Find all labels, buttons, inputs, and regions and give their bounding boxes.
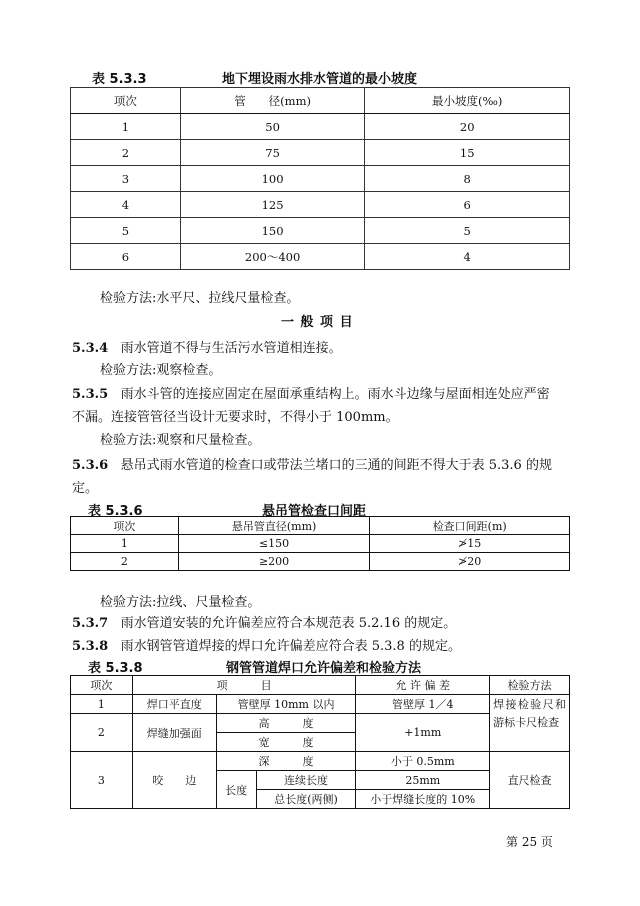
clause-text-continued: 不漏。连接管管径当设计无要求时，不得小于 100mm。: [72, 410, 399, 425]
table-cell: 焊口平直度: [132, 695, 216, 714]
table-cell: 1: [71, 535, 179, 553]
table-caption-title: 地下埋设雨水排水管道的最小坡度: [222, 72, 418, 87]
table-cell: 长度: [216, 771, 256, 809]
clause-number: 5.3.6: [72, 458, 109, 473]
table-cell: 管壁厚 10mm 以内: [216, 695, 356, 714]
table-cell: 1: [71, 695, 133, 714]
table-cell: 75: [180, 140, 365, 166]
table-cell: ≤150: [178, 535, 370, 553]
table-row: [71, 752, 570, 771]
table-row: [71, 114, 570, 140]
table-header: 项次: [71, 88, 181, 114]
clause-text: 雨水管道不得与生活污水管道相连接。: [120, 341, 342, 356]
clause-number: 5.3.4: [72, 341, 109, 356]
clause-text: 雨水钢管管道焊接的焊口允许偏差应符合表 5.3.8 的规定。: [120, 639, 461, 654]
clause-5-3-8: [72, 636, 461, 657]
table-header: 项 目: [132, 676, 356, 695]
inspection-method: 检验方法:观察和尺量检查。: [100, 433, 261, 448]
table-cell: 6: [71, 244, 181, 270]
clause-text: 悬吊式雨水管道的检查口或带法兰堵口的三通的间距不得大于表 5.3.6 的规: [120, 458, 552, 473]
table-cell: 总长度(两侧): [256, 790, 356, 809]
table-header: 项次: [71, 676, 133, 695]
table-cell: 5: [365, 218, 570, 244]
table-caption-number: 表 5.3.6: [88, 504, 143, 519]
weld-deviation-table: [70, 675, 570, 809]
table-cell: 8: [365, 166, 570, 192]
inspection-method: 检验方法:拉线、尺量检查。: [100, 595, 261, 610]
table-header: 管 径(mm): [180, 88, 365, 114]
table-caption-number: 表 5.3.3: [92, 72, 147, 87]
table-cell: 2: [71, 714, 133, 752]
table-row: [71, 140, 570, 166]
table-cell: ≯20: [370, 553, 570, 571]
table-cell: 深 度: [216, 752, 356, 771]
table-cell: 连续长度: [256, 771, 356, 790]
min-slope-table: [70, 87, 570, 270]
table-cell: 25mm: [356, 771, 490, 790]
table-header: 检验方法: [490, 676, 570, 695]
table-cell: 50: [180, 114, 365, 140]
table-cell: 焊接检验尺和游标卡尺检查: [490, 695, 570, 752]
table-cell: 200～400: [180, 244, 365, 270]
table-caption-number: 表 5.3.8: [88, 661, 143, 676]
table-cell: 3: [71, 752, 133, 809]
table-cell: 3: [71, 166, 181, 192]
clause-5-3-4: [72, 338, 342, 359]
table-cell: 2: [71, 553, 179, 571]
table-cell: +1mm: [356, 714, 490, 752]
table-row: [71, 166, 570, 192]
clause-text: 雨水管道安装的允许偏差应符合本规范表 5.2.16 的规定。: [120, 616, 457, 631]
table-row: [71, 535, 570, 553]
table-caption-title: 悬吊管检查口间距: [262, 504, 367, 519]
table-cell: 6: [365, 192, 570, 218]
table-cell: 4: [365, 244, 570, 270]
table-header: 最小坡度(‰): [365, 88, 570, 114]
table-header: 悬吊管直径(mm): [178, 517, 370, 535]
table-row: [71, 244, 570, 270]
clause-text-continued: 定。: [72, 481, 99, 496]
inspection-method: 检验方法:水平尺、拉线尺量检查。: [100, 291, 300, 306]
table-row: [71, 695, 570, 714]
table-cell: 5: [71, 218, 181, 244]
table-cell: 小于焊缝长度的 10%: [356, 790, 490, 809]
table-header: 允 许 偏 差: [356, 676, 490, 695]
table-cell: 小于 0.5mm: [356, 752, 490, 771]
table-cell: 宽 度: [216, 733, 356, 752]
table-cell: 100: [180, 166, 365, 192]
table-cell: 4: [71, 192, 181, 218]
table-header: 项次: [71, 517, 179, 535]
table-cell: 150: [180, 218, 365, 244]
inspection-method: 检验方法:观察检查。: [100, 363, 222, 378]
table-cell: 高 度: [216, 714, 356, 733]
clause-5-3-6: [72, 455, 552, 476]
table-cell: 15: [365, 140, 570, 166]
table-cell: 咬 边: [132, 752, 216, 809]
clause-text: 雨水斗管的连接应固定在屋面承重结构上。雨水斗边缘与屋面相连处应严密: [120, 387, 550, 402]
table-caption-title: 钢管管道焊口允许偏差和检验方法: [226, 661, 422, 676]
table-cell: ≯15: [370, 535, 570, 553]
page-number: 第 25 页: [506, 835, 553, 849]
clause-number: 5.3.7: [72, 616, 109, 631]
table-header: 检查口间距(m): [370, 517, 570, 535]
table-cell: 125: [180, 192, 365, 218]
table-row: [71, 218, 570, 244]
table-cell: 管壁厚 1／4: [356, 695, 490, 714]
table-row: [71, 553, 570, 571]
table-cell: 直尺检查: [490, 752, 570, 809]
inspection-spacing-table: [70, 516, 570, 571]
clause-number: 5.3.5: [72, 387, 109, 402]
table-row: [71, 192, 570, 218]
table-cell: 焊缝加强面: [132, 714, 216, 752]
clause-number: 5.3.8: [72, 639, 109, 654]
table-cell: 1: [71, 114, 181, 140]
clause-5-3-5: [72, 384, 550, 405]
table-cell: 20: [365, 114, 570, 140]
clause-5-3-7: [72, 613, 456, 634]
table-cell: ≥200: [178, 553, 370, 571]
section-heading: 一 般 项 目: [281, 315, 354, 330]
table-cell: 2: [71, 140, 181, 166]
